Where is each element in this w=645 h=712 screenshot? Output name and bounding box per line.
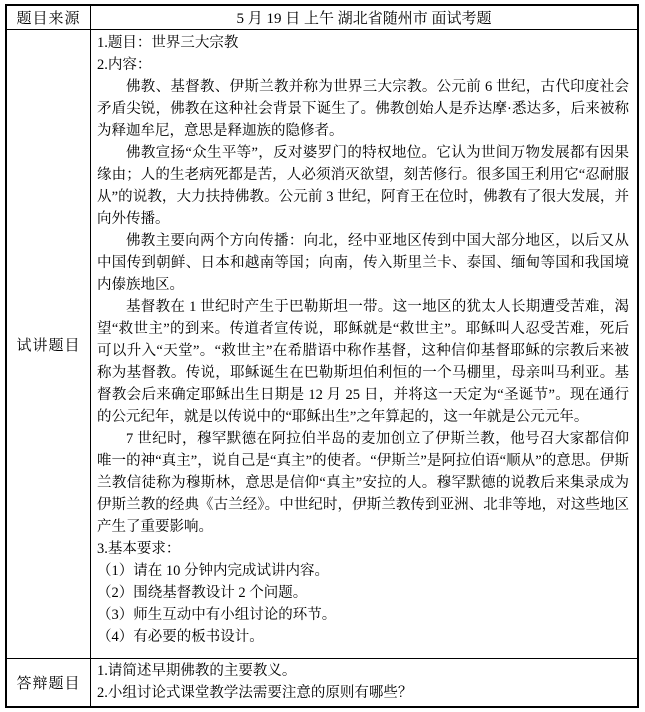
requirement-item: （2）围绕基督教设计 2 个问题。 (97, 585, 308, 601)
lecture-paragraph: 基督教在 1 世纪时产生于巴勒斯坦一带。这一地区的犹太人长期遭受苦难，渴望“救世主”的到来。传道者宣传说，耶稣就是“救世主”。耶稣叫人忍受苦难，死后可以升入“天堂”。“救世主”在希腊语中称作基督，这种信仰基督耶稣的宗教后来被称为基督教。传说，耶稣诞生在巴勒斯坦伯利恒的一个马棚里，母亲叫马利亚。基督教会后来确定耶稣出生日期是 12 月 25 日，并将这一天定为“圣诞节”。现在通行的公元纪年，就是以传说中的“耶稣出生”之年算起的，这一年就是公元元年。 (97, 299, 629, 425)
source-row (7, 6, 637, 30)
defense-label: 答辩题目 (16, 676, 81, 692)
requirement-item: （3）师生互动中有小组讨论的环节。 (97, 607, 337, 623)
defense-label-cell (7, 659, 91, 706)
lecture-paragraph: 佛教、基督教、伊斯兰教并称为世界三大宗教。公元前 6 世纪，古代印度社会矛盾尖锐，佛教在这种社会背景下诞生了。佛教创始人是乔达摩·悉达多，后来被称为释迦牟尼，意思是释迦族的隐修者。 (97, 79, 629, 139)
defense-question: 2.小组讨论式课堂教学法需要注意的原则有哪些？ (97, 685, 413, 701)
lecture-title-line: 1.题目：世界三大宗教 (97, 35, 239, 51)
defense-content-cell (91, 659, 637, 706)
lecture-paragraph: 佛教主要向两个方向传播：向北，经中亚地区传到中国大部分地区，以后又从中国传到朝鲜、日本和越南等国；向南，传入斯里兰卡、泰国、缅甸等国和我国境内傣族地区。 (97, 233, 629, 293)
exam-question-table (5, 4, 639, 708)
requirements-label: 3.基本要求： (97, 541, 181, 557)
lecture-content-label: 2.内容： (97, 57, 152, 73)
defense-row (7, 659, 637, 706)
lecture-label-cell (7, 30, 91, 658)
lecture-content-cell (91, 30, 637, 658)
lecture-row (7, 30, 637, 659)
lecture-paragraph: 佛教宣扬“众生平等”，反对婆罗门的特权地位。它认为世间万物发展都有因果缘由；人的生老病死都是苦，人必须消灭欲望，刻苦修行。很多国王利用它“忍耐服从”的说教，大力扶持佛教。公元前 3 世纪，阿育王在位时，佛教有了很大发展，并向外传播。 (97, 145, 629, 227)
lecture-label: 试讲题目 (16, 337, 81, 354)
requirement-item: （4）有必要的板书设计。 (97, 629, 264, 645)
source-label-cell (7, 6, 91, 29)
source-value: 5 月 19 日 上午 湖北省随州市 面试考题 (236, 11, 492, 27)
lecture-paragraph: 7 世纪时，穆罕默德在阿拉伯半岛的麦加创立了伊斯兰教，他号召大家都信仰唯一的神“真主”，说自己是“真主”的使者。“伊斯兰”是阿拉伯语“顺从”的意思。伊斯兰教信徒称为穆斯林，意思是信仰“真主”安拉的人。穆罕默德的说教后来集录成为伊斯兰教的经典《古兰经》。中世纪时，伊斯兰教传到亚洲、北非等地，对这些地区产生了重要影响。 (97, 431, 629, 535)
defense-question: 1.请简述早期佛教的主要教义。 (97, 663, 297, 679)
source-value-cell (91, 6, 637, 29)
source-label: 题目来源 (16, 11, 81, 27)
requirement-item: （1）请在 10 分钟内完成试讲内容。 (97, 563, 329, 579)
